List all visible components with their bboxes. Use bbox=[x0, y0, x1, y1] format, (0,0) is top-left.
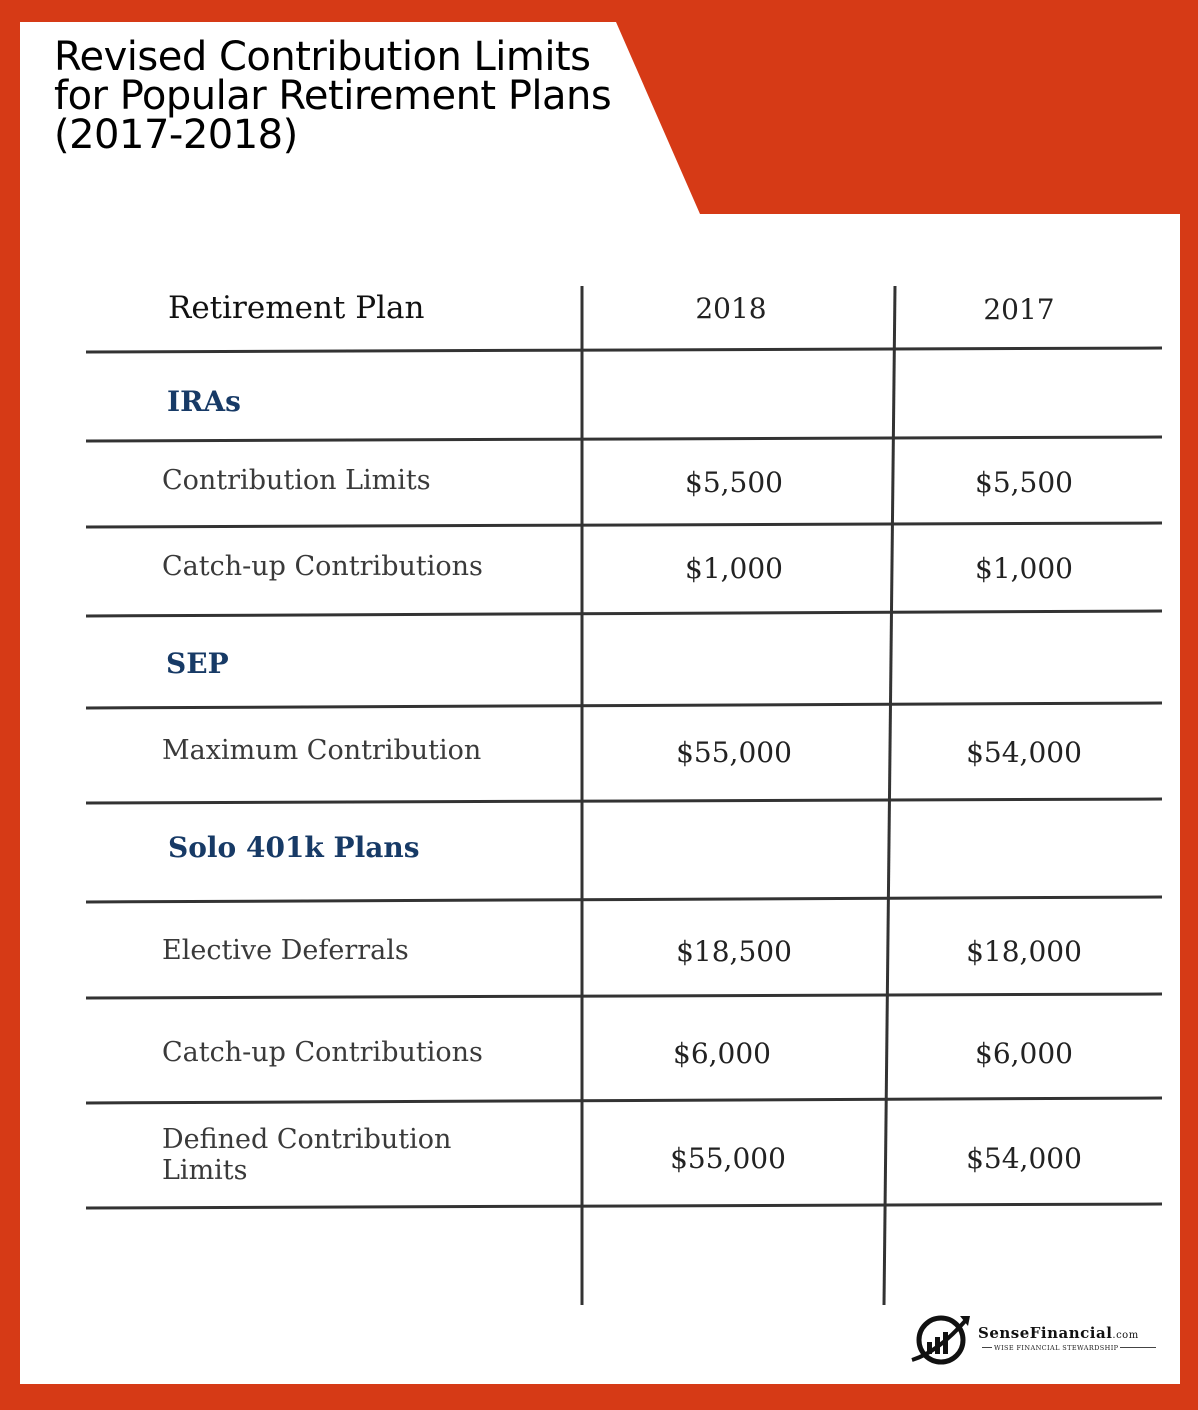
label-line-1: Defined Contribution bbox=[162, 1124, 452, 1155]
logo-wordmark bbox=[978, 1324, 1139, 1342]
title-line-1: Revised Contribution Limits bbox=[54, 34, 591, 80]
page-title bbox=[54, 34, 612, 158]
value-2018: $5,500 bbox=[685, 466, 783, 499]
title-line-2: for Popular Retirement Plans bbox=[54, 73, 612, 119]
value-2017: $5,500 bbox=[975, 466, 1073, 499]
row-label-elective-deferrals: Elective Deferrals bbox=[162, 935, 409, 966]
title-line-3: (2017-2018) bbox=[54, 112, 298, 158]
value-2017: $6,000 bbox=[975, 1037, 1073, 1070]
value-2017: $54,000 bbox=[966, 736, 1082, 769]
value-2017: $1,000 bbox=[975, 552, 1073, 585]
logo-domain-suffix: .com bbox=[1112, 1330, 1139, 1341]
header-year-2018: 2018 bbox=[695, 292, 767, 325]
section-heading-sep: SEP bbox=[166, 647, 229, 680]
sensefinancial-logo bbox=[910, 1312, 1160, 1368]
section-heading-solo-401k-plans: Solo 401k Plans bbox=[168, 831, 420, 864]
logo-tagline: WISE FINANCIAL STEWARDSHIP bbox=[994, 1344, 1119, 1352]
logo-rule-left bbox=[982, 1347, 992, 1348]
value-2018: $1,000 bbox=[685, 552, 783, 585]
logo-name: SenseFinancial bbox=[978, 1324, 1113, 1342]
section-heading-iras: IRAs bbox=[167, 385, 241, 418]
value-2018: $18,500 bbox=[676, 935, 792, 968]
header-year-2017: 2017 bbox=[983, 293, 1055, 326]
value-2018: $55,000 bbox=[676, 736, 792, 769]
row-label-catch-up-contributions: Catch-up Contributions bbox=[162, 1037, 483, 1068]
label-line-2: Limits bbox=[162, 1155, 248, 1186]
chart-growth-logo-icon bbox=[910, 1312, 972, 1368]
value-2018: $6,000 bbox=[673, 1037, 771, 1070]
header-retirement-plan: Retirement Plan bbox=[168, 290, 425, 326]
logo-rule-right bbox=[1120, 1347, 1156, 1348]
row-label-catch-up-contributions: Catch-up Contributions bbox=[162, 551, 483, 582]
value-2017: $54,000 bbox=[966, 1142, 1082, 1175]
value-2018: $55,000 bbox=[670, 1142, 786, 1175]
row-label-maximum-contribution: Maximum Contribution bbox=[162, 735, 482, 766]
row-label-contribution-limits: Contribution Limits bbox=[162, 465, 431, 496]
value-2017: $18,000 bbox=[966, 935, 1082, 968]
row-label-defined-contribution-limits bbox=[162, 1124, 451, 1186]
